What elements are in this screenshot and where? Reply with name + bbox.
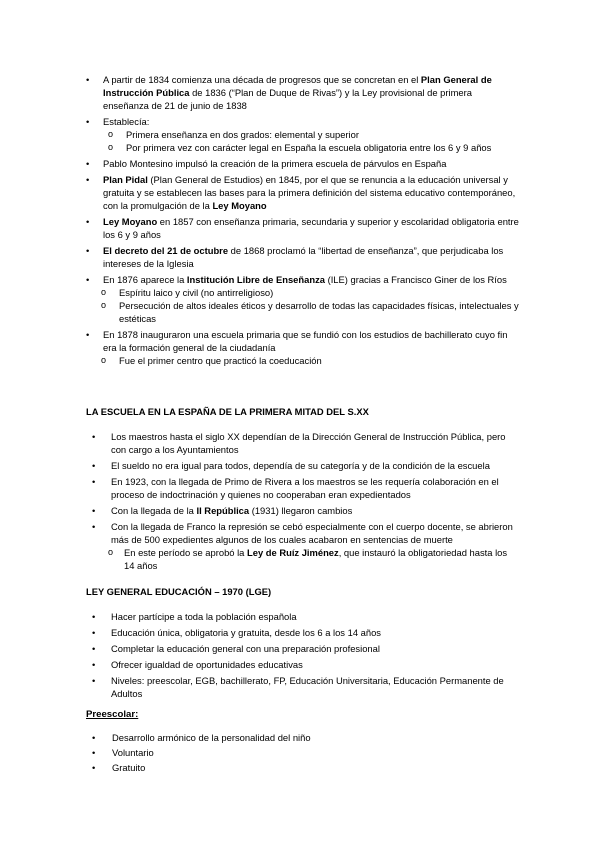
list-item: • El sueldo no era igual para todos, dependía de su categoría y de la condición de la escuela — [92, 460, 490, 471]
list-item: • Voluntario — [92, 747, 154, 758]
bullet-glyph: • — [92, 431, 96, 442]
list-item: • Ofrecer igualdad de oportunidades educativas — [92, 659, 303, 670]
bullet-glyph: • — [92, 505, 96, 516]
list-item: • A partir de 1834 comienza una década de progresos que se concretan en el Plan General de Instrucción Pública de 1836 (“Plan de Duque de Rivas”) y la Ley provisional de primera enseñanza de 21 de junio de 1838 — [86, 74, 492, 111]
bullet-glyph: • — [92, 675, 96, 686]
list-item: • En 1878 inauguraron una escuela primaria que se fundió con los estudios de bachillerato cuyo fin era la formación general de la ciudadanía — [86, 329, 508, 353]
bullet-glyph: • — [92, 659, 96, 670]
list-item: • Desarrollo armónico de la personalidad del niño — [92, 732, 311, 743]
bullet-glyph: • — [86, 216, 90, 227]
circle-bullet-glyph: o — [101, 355, 107, 365]
bullet-glyph: • — [92, 627, 96, 638]
bullet-glyph: • — [86, 74, 90, 85]
bullet-glyph: • — [86, 329, 90, 340]
list-item: • Niveles: preescolar, EGB, bachillerato, FP, Educación Universitaria, Educación Permanente de Adultos — [92, 675, 504, 699]
bullet-glyph: • — [92, 643, 96, 654]
list-item: • Los maestros hasta el siglo XX dependían de la Dirección General de Instrucción Pública, pero con cargo a los Ayuntamientos — [92, 431, 506, 455]
circle-bullet-glyph: o — [101, 300, 107, 310]
bullet-glyph: • — [86, 245, 90, 256]
sub-list-item: o Primera enseñanza en dos grados: elemental y superior — [108, 129, 359, 140]
circle-bullet-glyph: o — [101, 287, 107, 297]
subheading-preescolar: Preescolar: — [86, 709, 139, 720]
list-item: • Con la llegada de Franco la represión se cebó especialmente con el cuerpo docente, se abrieron más de 500 expedientes algunos de los cuales acabaron en sentencias de muerte — [92, 521, 513, 545]
bullet-glyph: • — [92, 521, 96, 532]
bullet-glyph: • — [92, 747, 96, 758]
list-item: • Ley Moyano en 1857 con enseñanza primaria, secundaria y superior y escolaridad obligatoria entre los 6 y 9 años — [86, 216, 519, 240]
list-item: • Pablo Montesino impulsó la creación de la primera escuela de párvulos en España — [86, 158, 447, 169]
list-item: • En 1923, con la llegada de Primo de Rivera a los maestros se les requería colaboración en el proceso de indoctrinación y quienes no cooperaban eran expedientados — [92, 476, 499, 500]
sub-list-item: o En este período se aprobó la Ley de Ruíz Jiménez, que instauró la obligatoriedad hasta los 14 años — [108, 547, 508, 571]
bullet-glyph: • — [86, 116, 90, 127]
section-heading-spain-xx: LA ESCUELA EN LA ESPAÑA DE LA PRIMERA MITAD DEL S.XX — [86, 406, 369, 417]
bullet-glyph: • — [92, 611, 96, 622]
bullet-glyph: • — [86, 174, 90, 185]
bullet-list-history — [0, 73, 599, 367]
bullet-glyph: • — [86, 274, 90, 285]
circle-bullet-glyph: o — [108, 129, 114, 139]
sub-list-item: o Persecución de altos ideales éticos y desarrollo de todas las capacidades físicas, intelectuales y estéticas — [101, 300, 519, 324]
bullet-glyph: • — [92, 732, 96, 743]
list-item: • Plan Pidal (Plan General de Estudios) en 1845, por el que se renuncia a la educación universal y gratuita y se establecen las bases para la primera definición del sistema educativo contemporáneo, con la promulgación de la Ley Moyano — [86, 174, 516, 211]
sub-list-item: o Espíritu laico y civil (no antirreligioso) — [101, 287, 274, 298]
circle-bullet-glyph: o — [108, 142, 114, 152]
circle-bullet-glyph: o — [108, 547, 114, 557]
list-item: • El decreto del 21 de octubre de 1868 proclamó la “libertad de enseñanza”, que perjudicaba los intereses de la Iglesia — [86, 245, 504, 269]
bullet-glyph: • — [86, 158, 90, 169]
bullet-list-lge — [0, 610, 599, 700]
list-item: • Hacer partícipe a toda la población española — [92, 611, 297, 622]
list-item: • Gratuito — [92, 762, 146, 773]
bullet-glyph: • — [92, 476, 96, 487]
section-heading-lge-1970: LEY GENERAL EDUCACIÓN – 1970 (LGE) — [86, 586, 272, 597]
sub-list-item: o Fue el primer centro que practicó la coeducación — [101, 355, 322, 366]
bullet-glyph: • — [92, 762, 96, 773]
bullet-list-xx-century — [0, 430, 599, 572]
list-item: • Establecía: — [86, 116, 150, 127]
list-item: • En 1876 aparece la Institución Libre de Enseñanza (ILE) gracias a Francisco Giner de los Ríos — [86, 274, 507, 285]
list-item: • Completar la educación general con una preparación profesional — [92, 643, 380, 654]
list-item: • Con la llegada de la II República (1931) llegaron cambios — [92, 505, 353, 516]
sub-list-item: o Por primera vez con carácter legal en España la escuela obligatoria entre los 6 y 9 años — [108, 142, 492, 153]
bullet-list-preescolar — [0, 731, 599, 774]
bullet-glyph: • — [92, 460, 96, 471]
list-item: • Educación única, obligatoria y gratuita, desde los 6 a los 14 años — [92, 627, 381, 638]
